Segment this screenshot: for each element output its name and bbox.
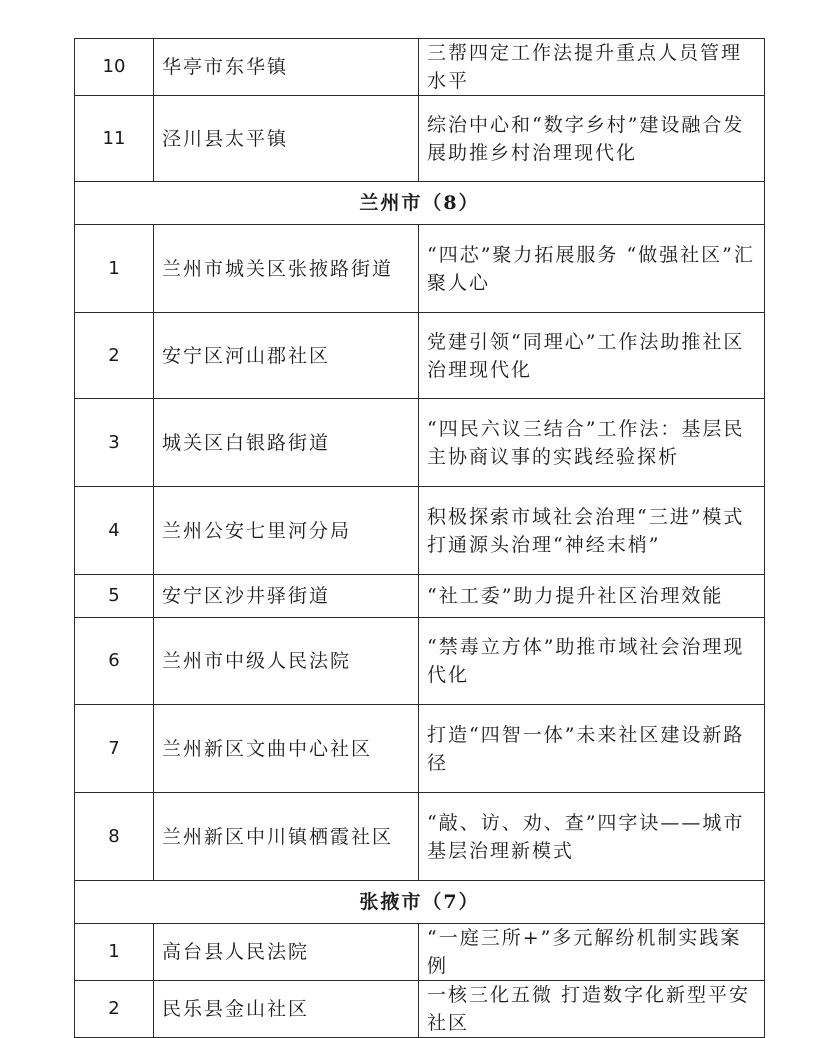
case-title: “一庭三所+”多元解纷机制实践案例 xyxy=(419,924,765,981)
case-title: “社工委”助力提升社区治理效能 xyxy=(419,575,765,618)
case-title: 积极探索市域社会治理“三进”模式 打通源头治理“神经末梢” xyxy=(419,487,765,575)
table-row xyxy=(75,225,765,313)
case-title: 打造“四智一体”未来社区建设新路径 xyxy=(419,705,765,793)
row-number: 2 xyxy=(75,313,154,399)
row-number: 4 xyxy=(75,487,154,575)
section-row xyxy=(75,881,765,924)
table-row xyxy=(75,399,765,487)
unit-name: 安宁区河山郡社区 xyxy=(154,313,419,399)
row-number: 8 xyxy=(75,793,154,881)
case-title: 一核三化五微 打造数字化新型平安社区 xyxy=(419,981,765,1038)
unit-name: 安宁区沙井驿街道 xyxy=(154,575,419,618)
row-number: 3 xyxy=(75,399,154,487)
unit-name: 兰州新区中川镇栖霞社区 xyxy=(154,793,419,881)
table-row xyxy=(75,487,765,575)
document-page xyxy=(74,38,764,1038)
table-row xyxy=(75,618,765,705)
unit-name: 泾川县太平镇 xyxy=(154,96,419,182)
unit-name: 华亭市东华镇 xyxy=(154,39,419,96)
table-row xyxy=(75,313,765,399)
row-number: 1 xyxy=(75,225,154,313)
case-title: “禁毒立方体”助推市域社会治理现代化 xyxy=(419,618,765,705)
row-number: 7 xyxy=(75,705,154,793)
unit-name: 高台县人民法院 xyxy=(154,924,419,981)
row-number: 10 xyxy=(75,39,154,96)
table-row xyxy=(75,575,765,618)
table-row xyxy=(75,981,765,1038)
case-list-table xyxy=(74,38,765,1038)
case-title: 三帮四定工作法提升重点人员管理水平 xyxy=(419,39,765,96)
table-row xyxy=(75,705,765,793)
unit-name: 兰州公安七里河分局 xyxy=(154,487,419,575)
row-number: 11 xyxy=(75,96,154,182)
section-title: 兰州市（8） xyxy=(75,182,765,225)
table-row xyxy=(75,39,765,96)
unit-name: 兰州市城关区张掖路街道 xyxy=(154,225,419,313)
unit-name: 兰州新区文曲中心社区 xyxy=(154,705,419,793)
unit-name: 城关区白银路街道 xyxy=(154,399,419,487)
table-row xyxy=(75,924,765,981)
table-row xyxy=(75,793,765,881)
row-number: 6 xyxy=(75,618,154,705)
case-title: “敲、访、劝、查”四字诀——城市基层治理新模式 xyxy=(419,793,765,881)
unit-name: 民乐县金山社区 xyxy=(154,981,419,1038)
row-number: 1 xyxy=(75,924,154,981)
case-title: 党建引领“同理心”工作法助推社区治理现代化 xyxy=(419,313,765,399)
case-title: “四民六议三结合”工作法：基层民主协商议事的实践经验探析 xyxy=(419,399,765,487)
case-title: 综治中心和“数字乡村”建设融合发展助推乡村治理现代化 xyxy=(419,96,765,182)
case-title: “四芯”聚力拓展服务 “做强社区”汇聚人心 xyxy=(419,225,765,313)
section-row xyxy=(75,182,765,225)
row-number: 5 xyxy=(75,575,154,618)
row-number: 2 xyxy=(75,981,154,1038)
section-title: 张掖市（7） xyxy=(75,881,765,924)
table-row xyxy=(75,96,765,182)
unit-name: 兰州市中级人民法院 xyxy=(154,618,419,705)
